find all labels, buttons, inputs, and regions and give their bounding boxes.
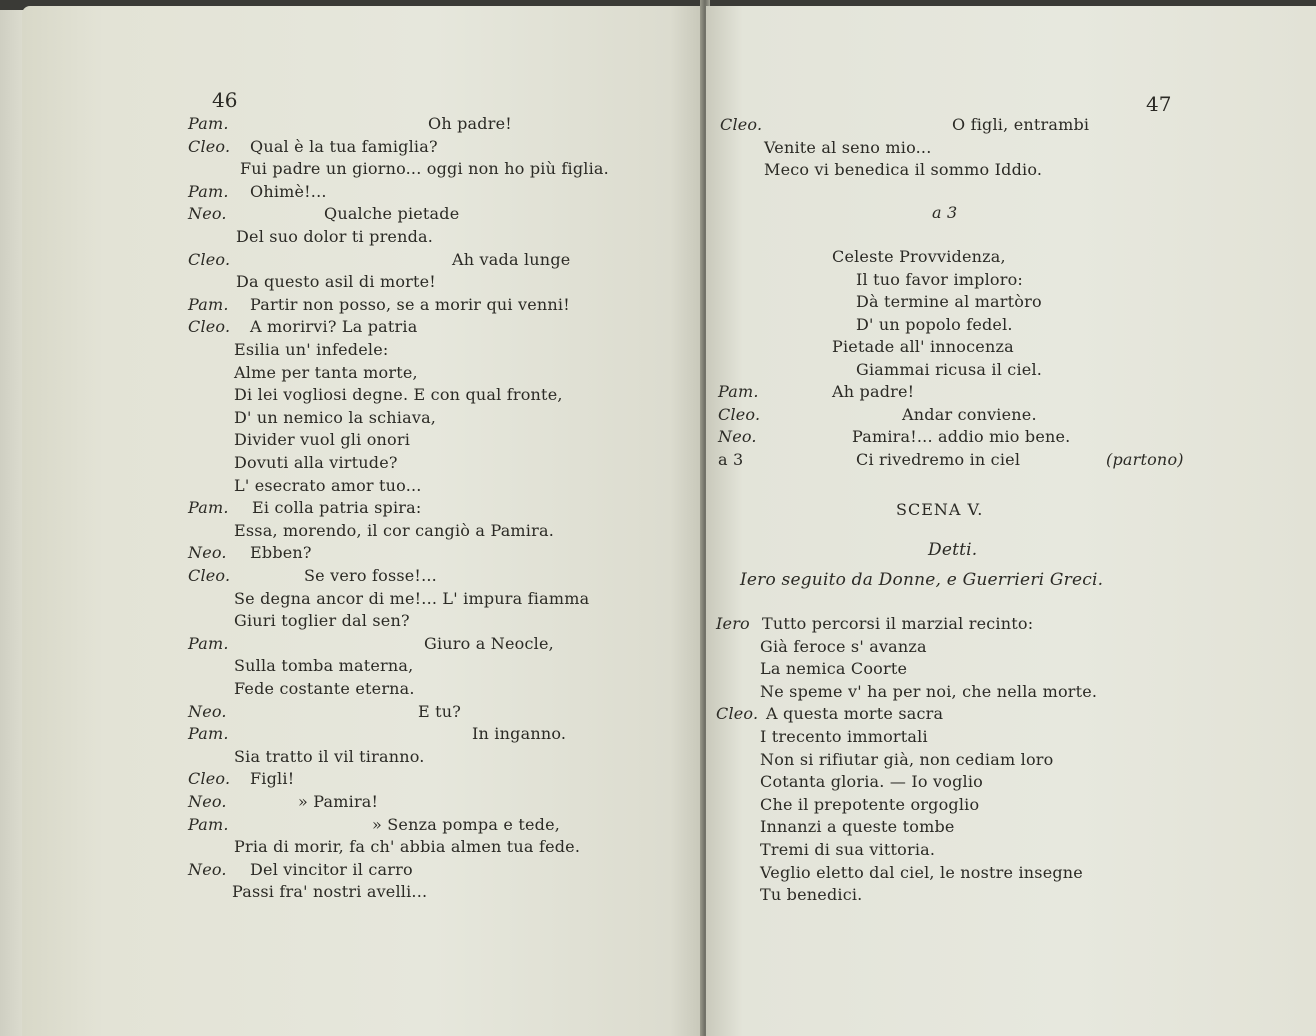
dialogue-line: Di lei vogliosi degne. E con qual fronte, (234, 385, 563, 405)
verse-line: Il tuo favor imploro: (856, 269, 1023, 289)
left-page (22, 6, 704, 1036)
speaker-label: Neo. (188, 859, 227, 879)
dialogue-line: Esilia un' infedele: (234, 340, 389, 359)
speaker-label: Pam. (188, 814, 229, 834)
dialogue-line: Ohimè!... (250, 181, 327, 201)
dialogue-line: Pria di morir, fa ch' abbia almen tua fede. (234, 837, 581, 857)
speaker-label: Pam. (188, 181, 229, 201)
speaker-label: Pam. (188, 498, 229, 518)
dialogue-line: O figli, entrambi (952, 115, 1090, 134)
dialogue-line: Ci rivedremo in ciel (856, 449, 1021, 469)
dialogue-line: » Senza pompa e tede, (372, 814, 561, 834)
speaker-label: Cleo. (188, 769, 231, 789)
speaker-label: Cleo. (188, 136, 231, 156)
dialogue-line: Non si rifiutar già, non cediam loro (760, 749, 1054, 769)
dialogue-line: Alme per tanta morte, (234, 362, 418, 382)
speaker-label: Pam. (188, 114, 229, 133)
dialogue-line: Veglio eletto dal ciel, le nostre insegne (760, 862, 1083, 882)
scene-direction: Iero seguito da Donne, e Guerrieri Greci. (740, 570, 1104, 590)
speaker-label: Pam. (188, 633, 229, 653)
right-page (706, 6, 1316, 1036)
dialogue-line: Ah padre! (832, 382, 915, 401)
dialogue-line: Meco vi benedica il sommo Iddio. (764, 160, 1043, 180)
scene-title: SCENA V. (896, 500, 984, 519)
speaker-label: Cleo. (188, 566, 231, 585)
dialogue-line: Essa, morendo, il cor cangiò a Pamira. (234, 520, 554, 540)
dialogue-line: » Pamira! (298, 792, 379, 811)
speaker-label: Iero (716, 614, 750, 633)
dialogue-line: A questa morte sacra (766, 704, 944, 724)
dialogue-line: Ebben? (250, 543, 312, 563)
dialogue-line: Divider vuol gli onori (234, 430, 411, 450)
speaker-label: Neo. (718, 427, 757, 447)
speaker-label: Neo. (188, 204, 227, 224)
verse-line: Dà termine al martòro (856, 292, 1042, 312)
dialogue-line: Del vincitor il carro (250, 859, 413, 879)
speaker-label: a 3 (718, 449, 744, 469)
page-number: 46 (212, 88, 238, 112)
dialogue-line: Tu benedici. (760, 885, 863, 905)
dialogue-line: Che il prepotente orgoglio (760, 794, 980, 814)
dialogue-line: Venite al seno mio... (764, 137, 932, 157)
stage-direction-exit: (partono) (1106, 450, 1184, 469)
scene-persons: Detti. (928, 540, 978, 560)
dialogue-line: Da questo asil di morte! (236, 272, 436, 292)
dialogue-line: Andar conviene. (902, 404, 1037, 424)
dialogue-line: Figli! (250, 769, 295, 789)
dialogue-line: Dovuti alla virtude? (234, 453, 398, 472)
speaker-label: Pam. (188, 294, 229, 314)
dialogue-line: L' esecrato amor tuo... (234, 475, 422, 495)
dialogue-line: Tutto percorsi il marzial recinto: (762, 614, 1034, 633)
speaker-label: Neo. (188, 543, 227, 563)
dialogue-line: Già feroce s' avanza (760, 636, 927, 656)
dialogue-line: Cotanta gloria. — Io voglio (760, 772, 983, 792)
speaker-label: Cleo. (188, 249, 231, 269)
dialogue-line: A morirvi? La patria (250, 317, 418, 337)
dialogue-line: Oh padre! (428, 114, 512, 133)
dialogue-line: Se degna ancor di me!... L' impura fiamma (234, 588, 590, 608)
dialogue-line: Ne speme v' ha per noi, che nella morte. (760, 681, 1098, 701)
speaker-label: Neo. (188, 701, 227, 721)
dialogue-line: Innanzi a queste tombe (760, 817, 955, 837)
dialogue-line: Tremi di sua vittoria. (760, 840, 936, 859)
speaker-label: Neo. (188, 792, 227, 811)
verse-line: Giammai ricusa il ciel. (856, 360, 1043, 379)
speaker-label: Cleo. (718, 404, 761, 424)
dialogue-line: Sia tratto il vil tiranno. (234, 746, 425, 766)
dialogue-line: Fui padre un giorno... oggi non ho più figlia. (240, 159, 609, 179)
a3-label: a 3 (932, 203, 958, 222)
verse-line: Celeste Provvidenza, (832, 247, 1006, 266)
dialogue-line: Sulla tomba materna, (234, 656, 414, 676)
dialogue-line: Ah vada lunge (452, 249, 571, 269)
dialogue-line: Pamira!... addio mio bene. (852, 427, 1071, 447)
verse-line: Pietade all' innocenza (832, 337, 1014, 357)
verse-line: D' un popolo fedel. (856, 314, 1013, 334)
dialogue-line: Fede costante eterna. (234, 679, 415, 698)
dialogue-line: Giuro a Neocle, (424, 633, 554, 653)
page-number: 47 (1146, 92, 1172, 116)
dialogue-line: La nemica Coorte (760, 659, 908, 679)
speaker-label: Pam. (718, 382, 759, 401)
dialogue-line: Ei colla patria spira: (252, 498, 422, 518)
dialogue-line: Giuri toglier dal sen? (234, 611, 410, 631)
dialogue-line: Qual è la tua famiglia? (250, 136, 438, 156)
dialogue-line: In inganno. (472, 724, 567, 744)
dialogue-line: I trecento immortali (760, 727, 928, 746)
dialogue-line: Passi fra' nostri avelli... (232, 882, 428, 902)
dialogue-line: Del suo dolor ti prenda. (236, 227, 434, 246)
dialogue-line: D' un nemico la schiava, (234, 407, 437, 427)
speaker-label: Cleo. (716, 704, 759, 724)
speaker-label: Cleo. (188, 317, 231, 337)
dialogue-line: Qualche pietade (324, 204, 460, 224)
dialogue-line: Partir non posso, se a morir qui venni! (250, 294, 570, 314)
dialogue-line: E tu? (418, 701, 462, 721)
dialogue-line: Se vero fosse!... (304, 566, 437, 585)
speaker-label: Pam. (188, 724, 229, 744)
speaker-label: Cleo. (720, 115, 763, 134)
